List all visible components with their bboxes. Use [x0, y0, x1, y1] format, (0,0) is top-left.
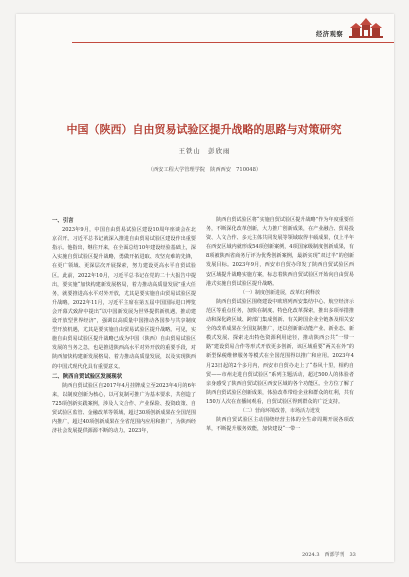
article-authors: 王铁山 彭欣雨: [178, 147, 231, 155]
subsection-heading-business-env: （二）营商环境改善，市场活力迸发: [239, 407, 320, 414]
paragraph: 陕西自贸试验区围绕建设中欧班列西安集结中心、航空经济示范区等重点任务，加快在制度、特色化改革探索，推出多项举措推动和深化跨区域、跨部门集成创新、有关跨国企业全链条及相关安全的改革成果在全国复制推广，还以创新新动能产业、新业态、新模式发展、探索走出特色资源利用途径，推动陕西公共“一带一路”建设贸易合作等形式开放更多创新，该区域重要“两关在外”的新型保税维修服务等模式在全国范围得以推广和应用。2023年4月23日起的2个多月内，西安市自贸办走上了“春风十里，相约自贸——市州走进自贸试验区”系列主题活动，超过500人的体验者亲身感受了陕西自贸试验区西安区域的各个功能区。全方位了解了陕西自贸试验区创新成果，体验改革带给企业和群众的红利，共有150万人次在直播间观看，自贸试验区得到群众的广泛支持。: [206, 298, 354, 405]
section-heading-status: 二、陕西自贸试验区发展现状: [52, 373, 123, 380]
author-affiliation: （西安工程大学管理学院 陕西西安 710048）: [147, 167, 262, 173]
paragraph: 陕西自贸试验区将“实施自贸试验区提升战略”作为年度重要任务，不断深化改革创新，大力推广创新成果，在产业融合、贸易投资、人文合作、多元主体共同发展等领域取得丰硕成果，仅上半年在西安区域内就形成54项创新案例，4项国家级制度创新成果，有8项被陕西省商务厅评为优秀创新案例，最新实现“双过半”的创新发展目标。2023年9月，西安市自贸办印发了陕西自贸试验区西安区域提升战略实施方案，标志着陕西自贸试验区开始向自由贸易港式实施自贸试验区提升战略。: [206, 217, 354, 287]
paragraph: 陕西自贸试验区主动围绕经营主体的全生命周期开展各项改革，不断提升服务效能，加快建设“一带一: [206, 417, 354, 433]
right-column: [206, 216, 354, 434]
city-gate-emblem: [346, 14, 386, 40]
page-footer: 2024.3 西部学刊 33: [302, 552, 356, 558]
section-heading-intro: 一、引言: [52, 218, 74, 224]
subsection-heading-institutional: （一）制度创新进展，改革红利释放: [239, 289, 320, 296]
section-tag: 经济观察: [316, 31, 344, 38]
left-column: [52, 216, 196, 436]
article-title: 中国（陕西）自由贸易试验区提升战略的思路与对策研究: [66, 123, 342, 136]
paragraph: 陕西自贸试验区自2017年4月挂牌成立至2023年4月的6年来，以制度创新为核心，以可复制可推广为基本要求，共创造了725项创新实践案例，涉及人文合作、产业保险、投资政策、自贸试验区监管、金融改革等领域，超过30项创新成果在全国范围内推广，超过40项创新成果在全省范围内应用和推广，为陕西经济社会发展提供源源不断的动力。2023年，: [52, 382, 197, 435]
header-rule: [72, 42, 394, 43]
paragraph: 2023年9月，中国自由贸易试验区建设10周年座谈会在北京召开。习近平总书记就深入推进自由贸易试验区建设作出重要指示。他指出，继往开来，在全面总结10年建设经验基础上，深入实施自贸试验区提升战略，勇做开拓进取、攻坚克难的先锋，在更广领域、更深层次开展探索，努力建设更高水平自贸试验区。此前，2022年10月，习近平总书记在党的二十大报告中提出，要实施“加快构建新发展格局，着力推动高质量发展”重大任务，就要推进高水平对外开放，尤其是要实施自由贸易试验区提升战略。2022年11月，习近平主席在第五届中国国际进口博览会开幕式致辞中提出“以中国新发展为世界提供新机遇，推动建设开放型世界经济”，强调以高质量中国推动各国参与共享制度型开放机遇，尤其是要实施自由贸易试验区提升战略。可见，实施自由贸易试验区提升战略已成为中国（陕西）自由贸易试验区发展的当务之急，也是推进陕西高水平对外开放的重要手段，对陕西加快构建新发展格局、着力推动高质量发展，以及实现陕西的中国式现代化具有重要意义。: [52, 227, 197, 370]
